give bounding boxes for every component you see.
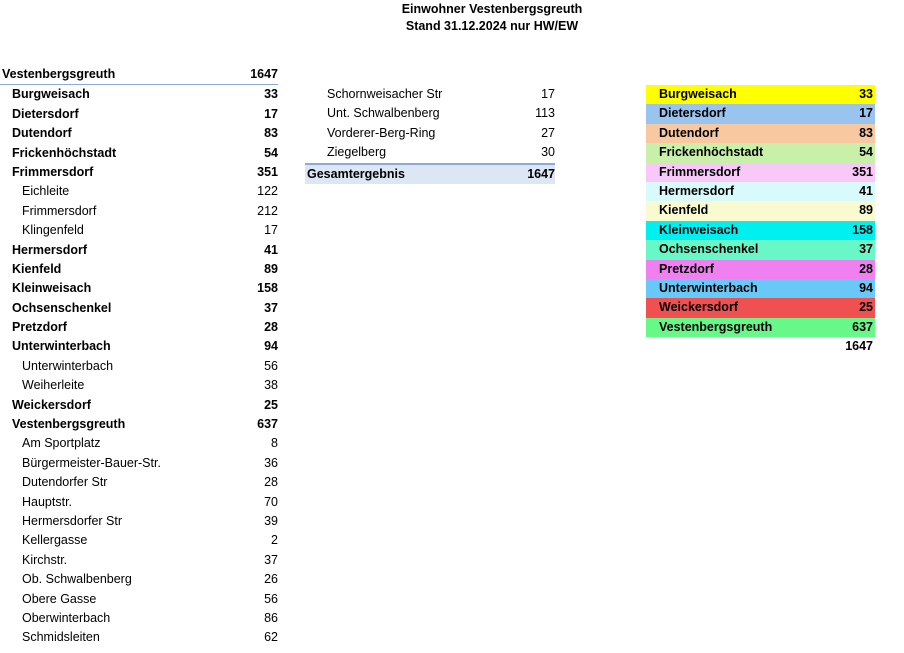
row-label: Schmidsleiten — [22, 630, 100, 645]
row-value: 17 — [541, 87, 555, 101]
table-row — [305, 124, 555, 143]
table-row — [0, 299, 278, 318]
row-value: 37 — [264, 300, 278, 315]
row-label: Dutendorfer Str — [22, 475, 108, 490]
row-label: Schornweisacher Str — [327, 87, 443, 101]
row-label: Frimmersdorf — [12, 164, 94, 179]
row-value: 33 — [264, 87, 278, 102]
row-label: Vestenbergsgreuth — [2, 67, 116, 81]
table-row — [0, 570, 278, 589]
colored-row — [646, 143, 875, 162]
row-label: Dietersdorf — [12, 106, 79, 121]
table-row — [305, 143, 555, 162]
row-value: 41 — [859, 183, 873, 198]
table-row — [0, 628, 278, 647]
row-value: 38 — [264, 378, 278, 393]
row-label: Klingenfeld — [22, 223, 84, 238]
table-row — [0, 221, 278, 240]
row-value: 17 — [264, 223, 278, 238]
row-label: Frickenhöchstadt — [659, 145, 764, 160]
row-value: 113 — [535, 106, 555, 121]
row-label: Ochsenschenkel — [659, 242, 759, 257]
table-row — [0, 144, 278, 163]
row-label: Oberwinterbach — [22, 610, 111, 625]
row-label: Kleinweisach — [659, 222, 739, 237]
table-row — [0, 454, 278, 473]
row-value: 26 — [264, 572, 278, 587]
row-value: 54 — [264, 145, 278, 160]
row-label: Frimmersdorf — [22, 203, 97, 218]
residents-continued-table — [305, 85, 555, 184]
row-value: 56 — [264, 591, 278, 606]
table-row — [0, 590, 278, 609]
row-label: Unterwinterbach — [659, 280, 758, 295]
row-label: Kleinweisach — [12, 281, 92, 296]
row-label: Burgweisach — [12, 87, 90, 102]
table-row — [0, 260, 278, 279]
row-label: Hauptstr. — [22, 494, 73, 509]
colored-row — [646, 104, 875, 123]
colored-row — [646, 221, 875, 240]
colored-row — [646, 298, 875, 317]
table-row — [0, 357, 278, 376]
residents-by-locality-table — [0, 65, 278, 648]
table-row — [0, 609, 278, 628]
row-value: 122 — [257, 184, 278, 199]
row-value: 28 — [264, 320, 278, 335]
table-row — [0, 531, 278, 550]
row-label: Vorderer-Berg-Ring — [327, 125, 436, 140]
row-value: 28 — [859, 261, 873, 276]
row-value: 25 — [859, 300, 873, 315]
row-label: Dutendorf — [12, 126, 72, 141]
table-row — [0, 202, 278, 221]
row-label: Pretzdorf — [12, 320, 67, 335]
table-row — [0, 376, 278, 395]
row-label: Kienfeld — [12, 261, 62, 276]
row-label: Hermersdorf — [12, 242, 88, 257]
colored-row — [646, 279, 875, 298]
row-value: 637 — [852, 319, 873, 334]
colored-row — [646, 260, 875, 279]
residents-summary-colored-table — [646, 85, 875, 356]
grand-total-row — [305, 163, 555, 184]
table-row — [0, 434, 278, 453]
table-row — [0, 396, 278, 415]
page-title: Einwohner Vestenbergsgreuth — [401, 2, 583, 16]
table-row — [0, 493, 278, 512]
row-value: 70 — [264, 494, 278, 509]
colored-row — [646, 201, 875, 220]
row-label: Ob. Schwalbenberg — [22, 572, 132, 587]
colored-row — [646, 318, 875, 337]
colored-row — [646, 124, 875, 143]
row-value: 351 — [257, 164, 278, 179]
row-value: 351 — [852, 164, 873, 179]
row-label: Ochsenschenkel — [12, 300, 112, 315]
row-value: 27 — [541, 125, 555, 140]
row-label: Burgweisach — [659, 87, 737, 101]
row-label: Weiherleite — [22, 378, 85, 393]
row-label: Hermersdorfer Str — [22, 513, 123, 528]
row-label: Unt. Schwalbenberg — [327, 106, 440, 121]
table-row — [0, 551, 278, 570]
table-row — [0, 182, 278, 201]
row-label: Weickersdorf — [12, 397, 91, 412]
row-value: 94 — [859, 280, 873, 295]
colored-row — [646, 85, 875, 104]
row-value: 17 — [264, 106, 278, 121]
row-label: Unterwinterbach — [22, 358, 114, 373]
table-row — [0, 124, 278, 143]
row-value: 2 — [271, 533, 278, 548]
row-value: 62 — [264, 630, 278, 645]
row-value: 17 — [859, 106, 873, 121]
table-row — [305, 104, 555, 123]
summary-total-row — [646, 337, 875, 356]
row-label: Obere Gasse — [22, 591, 97, 606]
colored-row — [646, 163, 875, 182]
summary-total-value: 1647 — [845, 339, 873, 354]
row-label: Kellergasse — [22, 533, 88, 548]
row-value: 41 — [264, 242, 278, 257]
row-label: Weickersdorf — [659, 300, 738, 315]
row-label: Am Sportplatz — [22, 436, 101, 451]
table-row — [0, 85, 278, 104]
colored-row — [646, 182, 875, 201]
table-header-row — [0, 65, 278, 85]
row-value: 1647 — [250, 67, 278, 81]
row-label: Unterwinterbach — [12, 339, 111, 354]
row-label: Vestenbergsgreuth — [12, 417, 126, 432]
row-value: 89 — [264, 261, 278, 276]
row-label: Ziegelberg — [327, 145, 387, 160]
row-value: 158 — [257, 281, 278, 296]
row-value: 1647 — [527, 166, 555, 181]
row-value: 39 — [264, 513, 278, 528]
row-value: 30 — [541, 145, 555, 160]
row-value: 37 — [859, 242, 873, 257]
row-value: 83 — [859, 125, 873, 140]
table-row — [0, 337, 278, 356]
row-value: 56 — [264, 358, 278, 373]
row-label: Kirchstr. — [22, 552, 68, 567]
row-label: Frimmersdorf — [659, 164, 741, 179]
row-value: 28 — [264, 475, 278, 490]
row-value: 83 — [264, 126, 278, 141]
table-row — [0, 415, 278, 434]
row-value: 94 — [264, 339, 278, 354]
table-row — [0, 163, 278, 182]
table-row — [0, 279, 278, 298]
row-label: Vestenbergsgreuth — [659, 319, 773, 334]
row-value: 212 — [257, 203, 278, 218]
table-row — [305, 85, 555, 104]
page-subtitle: Stand 31.12.2024 nur HW/EW — [405, 19, 579, 33]
table-row — [0, 105, 278, 124]
row-label: Eichleite — [22, 184, 70, 199]
row-value: 33 — [859, 87, 873, 101]
row-value: 637 — [257, 417, 278, 432]
row-label: Dutendorf — [659, 125, 719, 140]
row-label: Frickenhöchstadt — [12, 145, 117, 160]
row-label: Kienfeld — [659, 203, 709, 218]
row-value: 37 — [264, 552, 278, 567]
row-value: 86 — [264, 610, 278, 625]
table-row — [0, 512, 278, 531]
row-value: 36 — [264, 455, 278, 470]
row-value: 54 — [859, 145, 873, 160]
row-value: 8 — [271, 436, 278, 451]
row-label: Dietersdorf — [659, 106, 726, 121]
row-value: 158 — [852, 222, 873, 237]
row-label: Hermersdorf — [659, 183, 735, 198]
colored-row — [646, 240, 875, 259]
row-value: 89 — [859, 203, 873, 218]
row-label: Gesamtergebnis — [307, 166, 405, 181]
row-value: 25 — [264, 397, 278, 412]
row-label: Bürgermeister-Bauer-Str. — [22, 455, 161, 470]
table-row — [0, 473, 278, 492]
table-row — [0, 241, 278, 260]
table-row — [0, 318, 278, 337]
row-label: Pretzdorf — [659, 261, 714, 276]
